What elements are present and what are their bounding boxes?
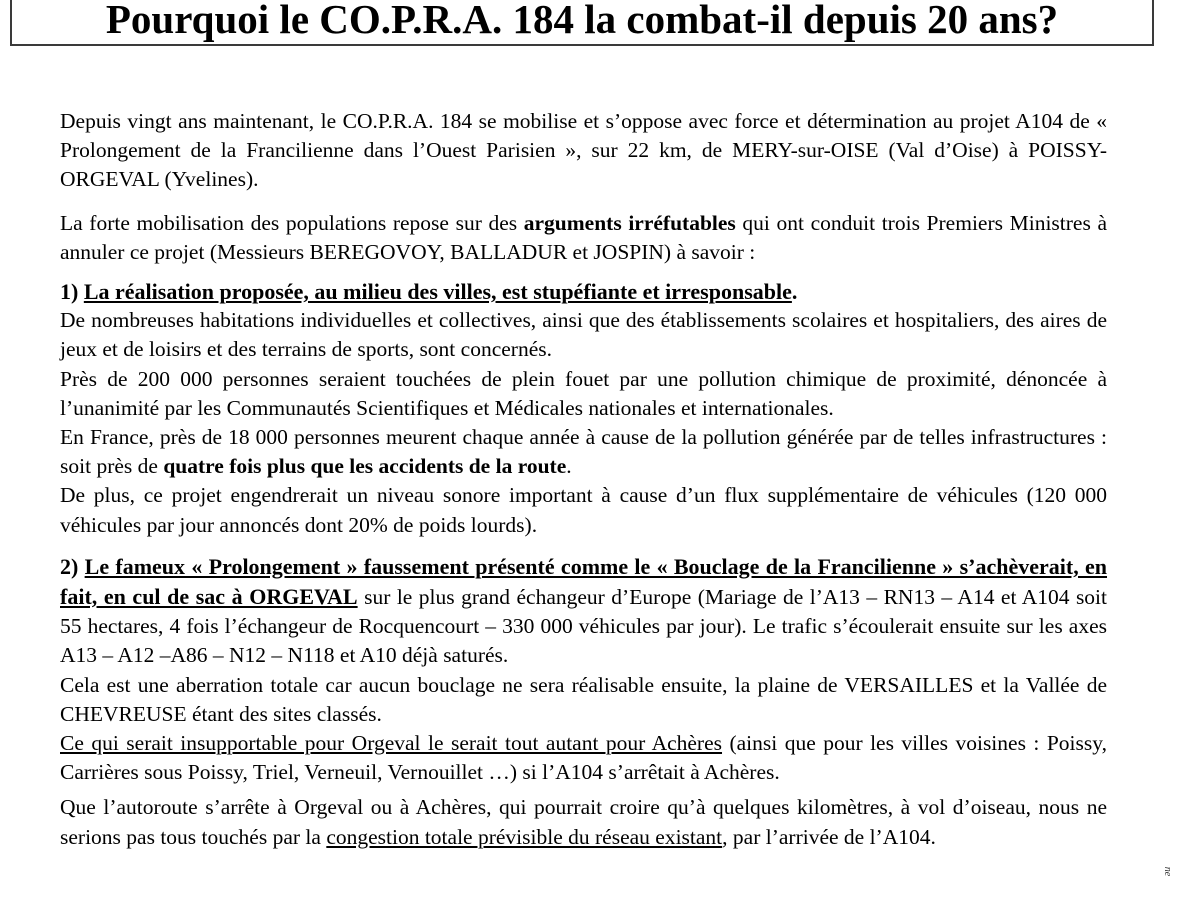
title-text: Pourquoi le CO.P.R.A. 184 la combat-il depuis 20 ans?: [105, 0, 1059, 42]
section2-paragraph: Cela est une aberration totale car aucun bouclage ne sera réalisable ensuite, la plaine de VERSAILLES et la Vallée de CHEVREUSE étant des sites classés.: [60, 672, 1107, 726]
section1-paragraph: De plus, ce projet engendrerait un niveau sonore important à cause d’un flux supplémentaire de véhicules (120 000 véhicules par jour annoncés dont 20% de poids lourds).: [60, 483, 1107, 537]
underlined-phrase: Ce qui serait insupportable pour Orgeval le serait tout autant pour Achères: [60, 731, 723, 756]
section1-paragraph: De nombreuses habitations individuelles et collectives, ainsi que des établissements scolaires et hospitaliers, des aires de jeux et de loisirs et des terrains de sports, sont concernés.: [60, 308, 1107, 362]
underlined-phrase: congestion totale prévisible du réseau existant: [326, 824, 723, 849]
page-title: [10, 0, 1154, 46]
intro-paragraph: Depuis vingt ans maintenant, le CO.P.R.A. 184 se mobilise et s’oppose avec force et détermination au projet A104 de « Prolongement de la Francilienne dans l’Ouest Parisien », sur 22 km, de MERY-sur-OISE (Val d’Oise) à POISSY-ORGEVAL (Yvelines).: [60, 109, 1107, 192]
document-body: [60, 107, 1107, 852]
mobilisation-paragraph: La forte mobilisation des populations repose sur des arguments irréfutables qui ont conduit trois Premiers Ministres à annuler ce projet (Messieurs BEREGOVOY, BALLADUR et JOSPIN) à savoir :: [60, 210, 1107, 264]
bold-emphasis: quatre fois plus que les accidents de la route: [163, 454, 567, 479]
section1-paragraph: En France, près de 18 000 personnes meurent chaque année à cause de la pollution générée par de telles infrastructures : soit près de quatre fois plus que les accidents de la route.: [60, 425, 1107, 479]
section1-heading: 1) La réalisation proposée, au milieu des villes, est stupéfiante et irresponsable.: [60, 279, 798, 305]
section1-paragraph: Près de 200 000 personnes seraient touchées de plein fouet par une pollution chimique de proximité, dénoncée à l’unanimité par les Communautés Scientifiques et Médicales nationales et internationales.: [60, 366, 1107, 420]
side-note: ne: [1161, 866, 1173, 877]
section2-paragraph: Que l’autoroute s’arrête à Orgeval ou à Achères, qui pourrait croire qu’à quelques kilomètres, à vol d’oiseau, nous ne serions pas tous touchés par la congestion totale prévisible du réseau existant, par l’arrivée de l’A104.: [60, 795, 1107, 849]
section2-heading: Le fameux « Prolongement » faussement présenté comme le « Bouclage de la Francilienne » s’achèverait, en fait, en cul de sac à ORGEVAL: [60, 553, 1108, 610]
section2-paragraph: Ce qui serait insupportable pour Orgeval le serait tout autant pour Achères (ainsi que pour les villes voisines : Poissy, Carrières sous Poissy, Triel, Verneuil, Vernouillet …) si l’A104 s’arrêtait à Achères.: [60, 731, 1107, 785]
section2-heading-paragraph: 2) Le fameux « Prolongement » faussement présenté comme le « Bouclage de la Francilienne » s’achèverait, en fait, en cul de sac à ORGEVAL sur le plus grand échangeur d’Europe (Mariage de l’A13 – RN13 – A14 et A104 soit 55 hectares, 4 fois l’échangeur de Rocquencourt – 330 000 véhicules par jour). Le trafic s’écoulerait ensuite sur les axes A13 – A12 –A86 – N12 – N118 et A10 déjà saturés.: [60, 553, 1108, 668]
bold-arguments: arguments irréfutables: [523, 210, 736, 235]
